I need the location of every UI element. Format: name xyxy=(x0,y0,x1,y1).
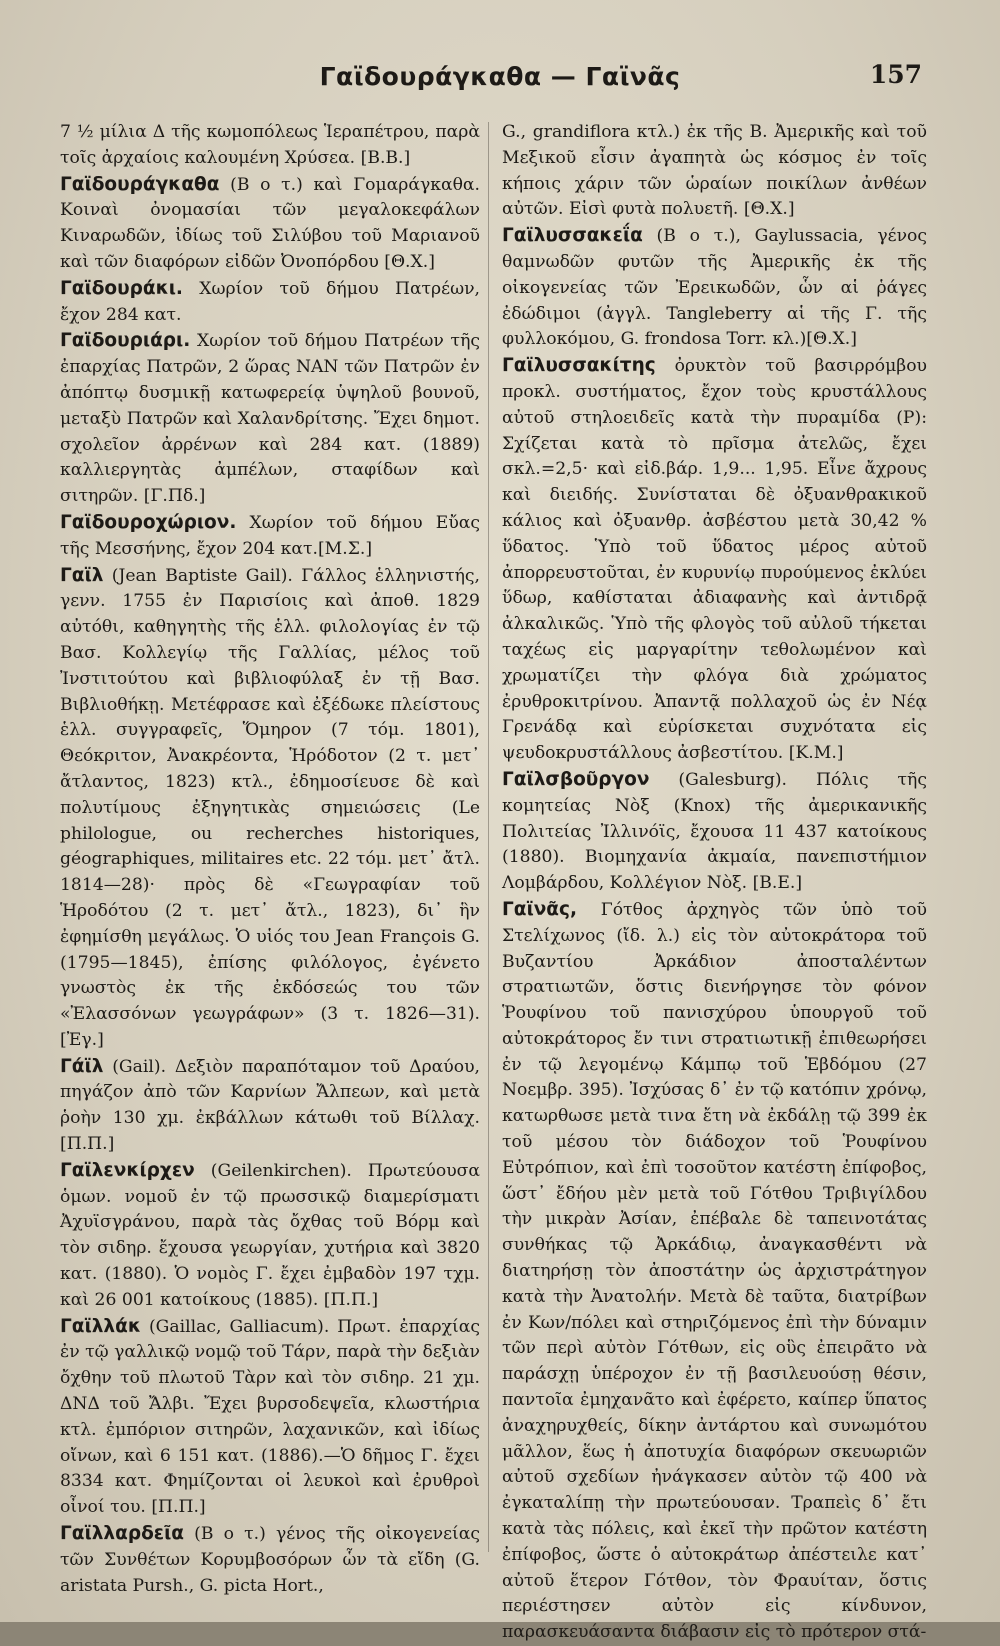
dictionary-entry xyxy=(60,1521,480,1599)
entry-text: (Galesburg). Πόλις τῆς κομητείας Νὸξ (Knox) τῆς ἀμερικανικῆς Πολιτείας Ἰλλινόϊς, ἔχουσα 11 437 κατοίκους (1880). Βιομηχανία ἀκμαία, πανεπιστήμιον Λομβάρδου, Κολλέγιον Νὸξ. [Β.Ε.] xyxy=(502,769,927,894)
entry-headword: Γαϊδουριάρι. xyxy=(60,330,191,352)
dictionary-entry xyxy=(502,353,927,767)
page-header xyxy=(0,58,1000,98)
entry-text: (Β ο τ.) καὶ Γομαράγκαθα. Κοιναὶ ὀνομασίαι τῶν μεγαλοκεφάλων Κιναρωδῶν, ἰδίως τοῦ Σιλύβου τοῦ Μαριανοῦ καὶ τῶν διαφόρων εἰδῶν Ὀνοπόρδου [Θ.Χ.] xyxy=(60,174,480,272)
entry-text: Χωρίον τοῦ δήμου Πατρέων τῆς ἐπαρχίας Πατρῶν, 2 ὥρας ΝΑΝ τῶν Πατρῶν ἐν ἀπόπτῳ δυσμικῇ κατωφερείᾳ ὑψηλοῦ βουνοῦ, μεταξὺ Πατρῶν καὶ Χαλανδρίτσης. Ἔχει δημοτ. σχολεῖον ἀρρένων καὶ 284 κατ. (1889) καλλιεργητὰς ἀμπέλων, σταφίδων καὶ σιτηρῶν. [Γ.Πδ.] xyxy=(60,331,480,507)
entry-text: Γότθος ἀρχηγὸς τῶν ὑπὸ τοῦ Στελίχωνος (ἴδ. λ.) εἰς τὸν αὐτοκράτορα τοῦ Βυζαντίου Ἀρκάδιον ἀποσταλέντων στρατιωτῶν, ὅστις διενήργησε τὸν φόνον Ῥουφίνου τοῦ πανισχύρου ὑπουργοῦ τοῦ αὐτοκράτορος ἔν τινι στρατιωτικῇ ἐπιθεωρήσει ἐν τῷ λεγομένῳ Κάμπῳ τοῦ Ἑβδόμου (27 Νοεμβρ. 395). Ἰσχύσας δ᾽ ἐν τῷ κατόπιν χρόνῳ, κατωρθωσε μετὰ τινα ἔτη νὰ ἐκδάλῃ τῷ 399 ἐκ τοῦ μέσου τὸν διάδοχον τοῦ Ῥουφίνου Εὐτρόπιον, καὶ ἐπὶ τοσοῦτον κατέστη ἐπίφοβος, ὥστ᾽ ἔδήου μὲν μετὰ τοῦ Γότθου Τριβιγίλδου τὴν μικρὰν Ἀσίαν, ἐπέβαλε δὲ ταπεινοτάτας συνθήκας τῷ Ἀρκάδιῳ, ἀναγκασθέντι νὰ διατηρήσῃ τὸν ἀποστάτην ὡς ἀρχιστράτηγον κατὰ τὴν Ἀνατολήν. Μετὰ δὲ ταῦτα, διατρίβων ἐν Κων/πόλει καὶ στηριζόμενος ἐπὶ τὴν δύναμιν τῶν περὶ αὐτὸν Γότθων, εἰς οὓς ἐπειρᾶτο νὰ παράσχῃ ὑπέροχον ἐν τῇ βασιλευούσῃ θέσιν, παντοῖα ἐμηχανᾶτο καὶ ἐφέρετο, καίπερ ὕπατος ἀναχηρυχθείς, δίκην ἀντάρτου καὶ συνωμότου μᾶλλον, ἕως ἡ ἀποτυχία διαφόρων σκευωριῶν αὐτοῦ σχεδίων ἠνάγκασεν αὐτὸν τῷ 400 νὰ ἐγκαταλίπῃ τὴν πρωτεύουσαν. Τραπεὶς δ᾽ ἔτι κατὰ τὰς πόλεις, καὶ ἐκεῖ τὴν πρῶτον κατέστη ἐπίφοβος, ὥστε ὁ αὐτοκράτωρ ἀπέστειλε κατ᾽ αὐτοῦ ἕτερον Γότθον, τὸν Φραυίταν, ὅστις περιέστησεν αὐτὸν εἰς κίνδυνον, παρασκευάσαντα διάβασιν εἰς τὸ πρότερον στά- xyxy=(502,899,927,1643)
entry-text: (Gaillac, Galliacum). Πρωτ. ἐπαρχίας ἐν τῷ γαλλικῷ νομῷ τοῦ Τάρν, παρὰ τὴν δεξιὰν ὄχθην τοῦ πλωτοῦ Τὰρν καὶ τὸν σιδηρ. 21 χμ. ΔΝΔ τοῦ Ἄλβι. Ἔχει βυρσοδεψεῖα, κλωστήρια κτλ. ἐμπόριον σιτηρῶν, λαχανικῶν, καὶ ἰδίως οἴνων, καὶ 6 151 κατ. (1886).—Ὁ δῆμος Γ. ἔχει 8334 κατ. Φημίζονται οἱ λευκοὶ καὶ ἐρυθροὶ οἶνοί του. [Π.Π.] xyxy=(60,1316,480,1518)
entry-headword: Γαϊλενκίρχεν xyxy=(60,1159,195,1181)
entry-headword: Γαϊλσβοῦργον xyxy=(502,768,650,790)
entry-text: (Gail). Δεξιὸν παραπόταμον τοῦ Δραύου, πηγάζον ἀπὸ τῶν Καρνίων Ἄλπεων, καὶ μετὰ ῥοὴν 130 χμ. ἐκβάλλων κάτωθι τοῦ Βίλλαχ. [Π.Π.] xyxy=(60,1056,480,1155)
column-divider xyxy=(488,122,489,1552)
entry-text: Χωρίον τοῦ δήμου Εὔας τῆς Μεσσήνης, ἔχον 204 κατ.[Μ.Σ.] xyxy=(60,512,480,559)
entry-headword: Γαϊλυσσακίτης xyxy=(502,355,656,377)
entry-headword: Γαϊλλαρδεῖα xyxy=(60,1523,184,1545)
right-column xyxy=(502,120,927,1646)
page-number: 157 xyxy=(869,60,922,89)
entry-headword: Γαϊδουροχώριον. xyxy=(60,511,237,533)
entry-text: (Geilenkirchen). Πρωτεύουσα ὁμων. νομοῦ ἐν τῷ πρωσσικῷ διαμερίσματι Ἀχυϊσγράνου, παρὰ τὰς ὄχθας τοῦ Βόρμ καὶ τὸν σιδηρ. ἔχουσα γεωργίαν, χυτήρια καὶ 3820 κατ. (1880). Ὁ νομὸς Γ. ἔχει ἐμβαδὸν 197 τχμ. καὶ 26 001 κατοίκους (1885). [Π.Π.] xyxy=(60,1160,480,1310)
dictionary-entry xyxy=(60,563,480,1054)
entry-text: Χωρίον τοῦ δήμου Πατρέων, ἔχον 284 κατ. xyxy=(60,278,480,325)
entry-text: ὀρυκτὸν τοῦ βασιρρόμβου προκλ. συστήματος, ἔχον τοὺς κρυστάλλους αὐτοῦ στηλοειδεῖς κατὰ τὴν πυραμίδα (P): Σχίζεται κατὰ τὸ πρῖσμα ἀτελῶς, ἔχει σκλ.=2,5· καὶ εἰδ.βάρ. 1,9... 1,95. Εἶνε ἄχρους καὶ διειδής. Συνίσταται δὲ ὀξυανθρακικοῦ κάλιος καὶ ὀξυανθρ. ἀσβέστου μετὰ 30,42 % ὕδατος. Ὑπὸ τοῦ ὕδατος μέρος αὐτοῦ ἀπορρευστοῦται, ἐν κυρυνίῳ πυρούμενος ἐκλύει ὕδωρ, καθίσταται ἀδιαφανὴς καὶ ἀντιδρᾷ ἀλκαλικῶς. Ὑπὸ τῆς φλογὸς τοῦ αὐλοῦ τήκεται ταχέως εἰς μαργαρίτην τεθολωμένον καὶ χρωματίζει τὴν φλόγα διὰ χρώματος ἐρυθροκιτρίνου. Ἀπαντᾷ πολλαχοῦ ὡς ἐν Νέᾳ Γρενάδᾳ καὶ εὑρίσκεται συχνότατα εἰς ψευδοκρυστάλλους ἀσβεστίτου. [Κ.Μ.] xyxy=(502,356,927,764)
running-title: Γαϊδουράγκαθα — Γαϊνᾶς xyxy=(319,62,681,91)
entry-headword: Γαϊδουράκι. xyxy=(60,277,183,299)
dictionary-entry xyxy=(60,1158,480,1314)
entry-text: (Β ο τ.) γένος τῆς οἰκογενείας τῶν Συνθέτων Κορυμβοσόρων ὧν τὰ εἴδη (G. aristata Pursh., G. picta Hort., xyxy=(60,1524,480,1596)
dictionary-entry xyxy=(502,120,927,223)
dictionary-entry xyxy=(502,767,927,897)
dictionary-entry xyxy=(502,223,927,353)
entry-headword: Γαϊλλάκ xyxy=(60,1315,141,1337)
dictionary-entry xyxy=(60,1314,480,1521)
dictionary-entry xyxy=(60,1054,480,1158)
entry-text: G., grandiflora κτλ.) ἐκ τῆς Β. Ἀμερικῆς καὶ τοῦ Μεξικοῦ εἶσιν ἀγαπητὰ ὡς κόσμος ἐν τοῖς κήποις χάριν τῶν ὡραίων ποικίλων ἀνθέων αὐτῶν. Εἰσὶ φυτὰ πολυετῆ. [Θ.Χ.] xyxy=(502,122,927,220)
entry-headword: Γαϊλυσσακεΐα xyxy=(502,225,643,247)
entry-headword: Γαϊνᾶς, xyxy=(502,898,578,920)
entry-headword: Γαϊδουράγκαθα xyxy=(60,173,220,195)
entry-text: 7 ½ μίλια Δ τῆς κωμοπόλεως Ἱεραπέτρου, παρὰ τοῖς ἀρχαίοις καλουμένη Χρύσεα. [Β.Β.] xyxy=(60,122,480,168)
entry-text: (Β ο τ.), Gaylussacia, γένος θαμνωδῶν φυτῶν τῆς Ἀμερικῆς ἐκ τῆς οἰκογενείας τῶν Ἐρεικωδῶν, ὧν αἱ ῥάγες ἐδώδιμοι (ἀγγλ. Tangleberry αἱ τῆς Γ. τῆς φυλλοκόμου, G. frondosa Torr. κλ.)[Θ.Χ.] xyxy=(502,226,927,350)
dictionary-entry xyxy=(60,120,480,172)
dictionary-entry xyxy=(502,897,927,1646)
left-column xyxy=(60,120,480,1599)
dictionary-entry xyxy=(60,276,480,329)
entry-text: (Jean Baptiste Gail). Γάλλος ἑλληνιστής, γενν. 1755 ἐν Παρισίοις καὶ ἀποθ. 1829 αὐτόθι, καθηγητὴς τῆς ἑλλ. φιλολογίας ἐν τῷ Βασ. Κολλεγίῳ τῆς Γαλλίας, μέλος τοῦ Ἰνστιτούτου καὶ βιβλιοφύλαξ ἐν τῇ Βασ. Βιβλιοθήκῃ. Μετέφρασε καὶ ἐξέδωκε πλείστους ἑλλ. συγγραφεῖς, Ὅμηρον (7 τόμ. 1801), Θεόκριτον, Ἀνακρέοντα, Ἡρόδοτον (2 τ. μετ᾽ ἄτλαντος, 1823) κτλ., ἐδημοσίευσε δὲ καὶ πολυτίμους ἐξηγητικὰς σημειώσεις (Le philologue, ou recherches historiques, géographiques, militaires etc. 22 τόμ. μετ᾽ ἄτλ. 1814—28)· πρὸς δὲ «Γεωγραφίαν τοῦ Ἡροδότου (2 τ. μετ᾽ ἄτλ., 1823), δι᾽ ἣν ἐφημίσθη μεγάλως. Ὁ υἱός του Jean François G. (1795—1845), ἐπίσης φιλόλογος, ἐγένετο γνωστὸς ἐκ τῆς ἐκδόσεώς του τῶν «Ἐλασσόνων γεωγράφων» (3 τ. 1826—31). [Ἐγ.] xyxy=(60,565,480,1050)
dictionary-entry xyxy=(60,328,480,510)
dictionary-entry xyxy=(60,510,480,563)
entry-headword: Γάϊλ xyxy=(60,1055,104,1077)
dictionary-entry xyxy=(60,172,480,276)
entry-headword: Γαϊλ xyxy=(60,564,104,586)
